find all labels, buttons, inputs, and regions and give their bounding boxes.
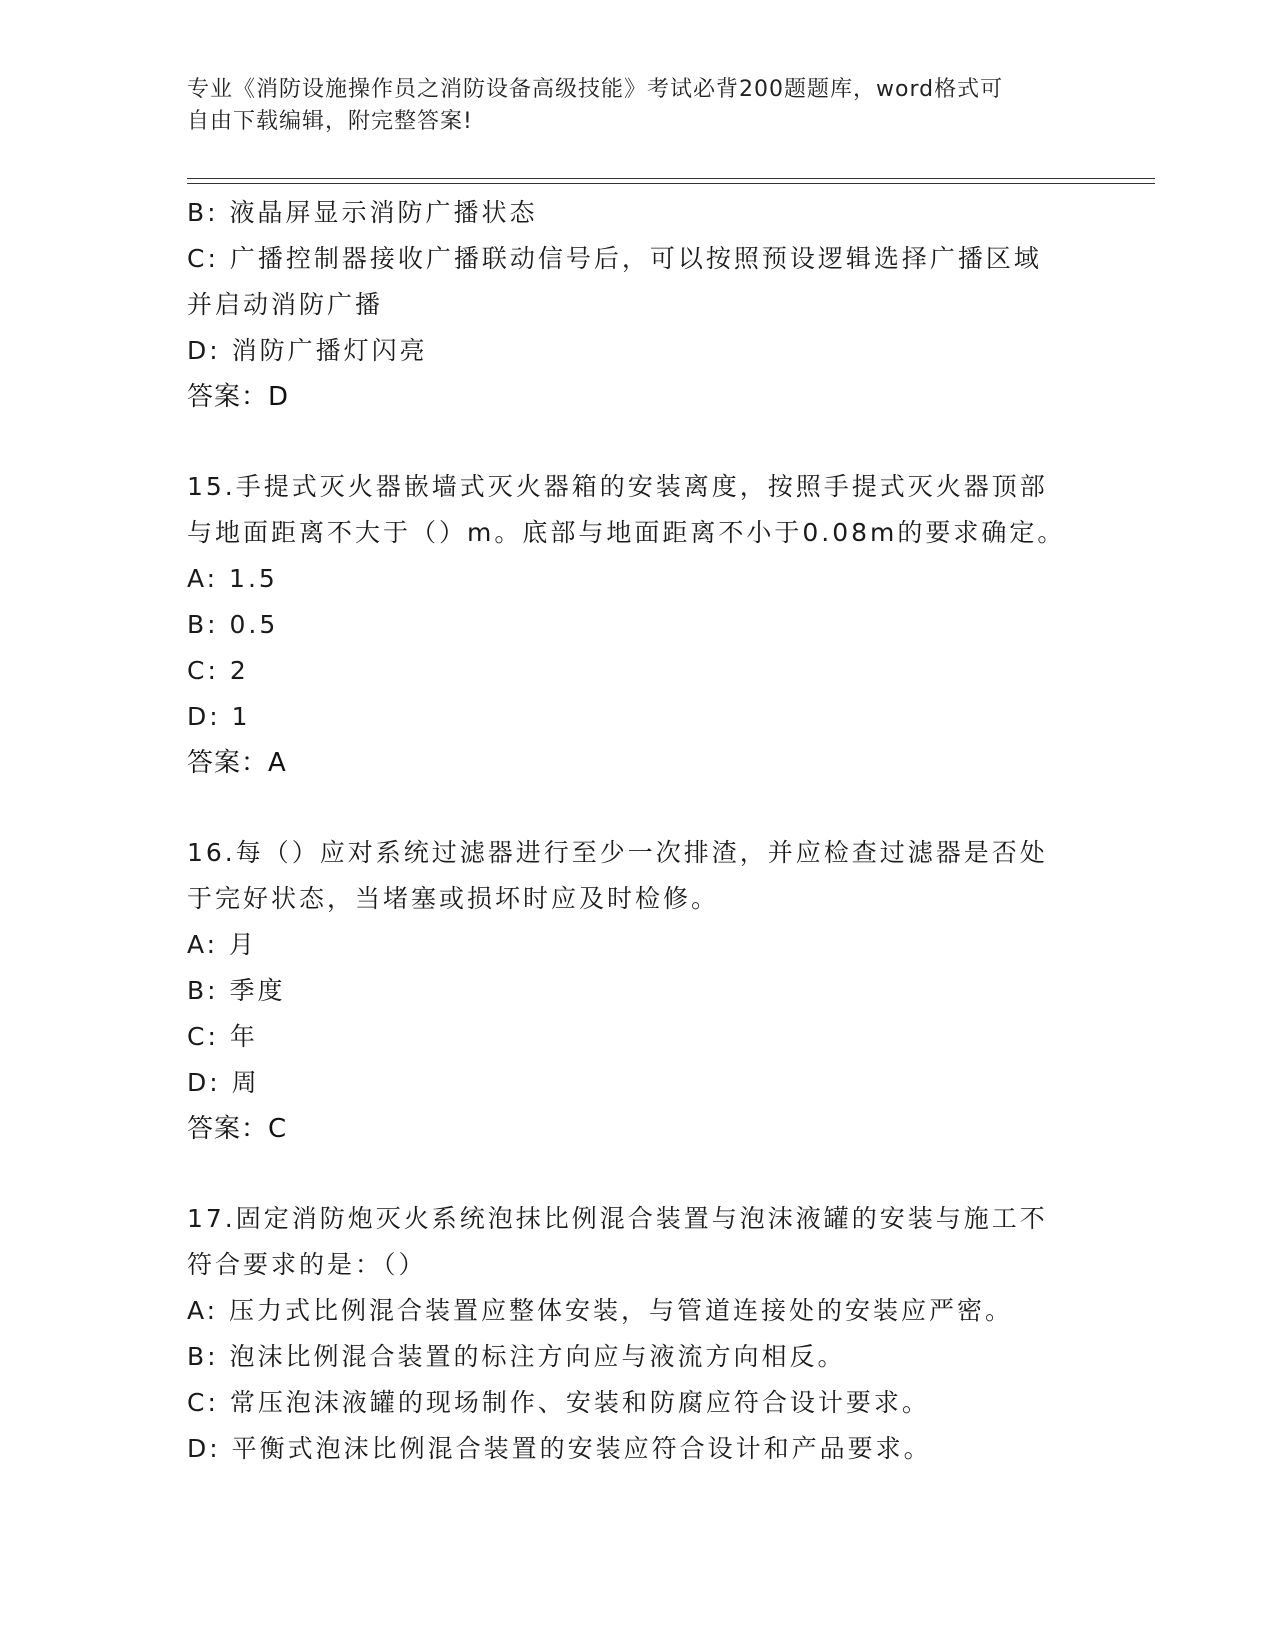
question-15-block (187, 464, 1067, 786)
answer: 答案：C (187, 1114, 288, 1144)
option-b: B: 季度 (187, 976, 286, 1005)
previous-question-block (187, 190, 1067, 420)
option-d: D: 平衡式泡沫比例混合装置的安装应符合设计和产品要求。 (187, 1434, 932, 1463)
question-17-block (187, 1196, 1067, 1472)
option-b: B: 0.5 (187, 610, 279, 639)
option-a: A: 月 (187, 930, 258, 959)
question-content (187, 190, 1067, 1472)
header-line-1: 专业《消防设施操作员之消防设备高级技能》考试必背200题题库，word格式可 (187, 77, 1004, 102)
option-b: B: 泡沫比例混合装置的标注方向应与液流方向相反。 (187, 1342, 846, 1371)
answer: 答案：D (187, 382, 290, 412)
question-stem-line-2: 与地面距离不大于（）m。底部与地面距离不小于0.08m的要求确定。 (187, 518, 1066, 547)
option-d: D: 1 (187, 702, 251, 731)
header-rule (187, 178, 1155, 184)
option-a: A: 压力式比例混合装置应整体安装，与管道连接处的安装应严密。 (187, 1296, 1014, 1325)
page-header (187, 74, 1067, 138)
option-a: A: 1.5 (187, 564, 278, 593)
question-stem-line-2: 符合要求的是：（） (187, 1250, 427, 1279)
question-stem-line-2: 于完好状态，当堵塞或损坏时应及时检修。 (187, 884, 720, 913)
option-d: D: 周 (187, 1068, 260, 1097)
question-16-block (187, 830, 1067, 1152)
option-b: B: 液晶屏显示消防广播状态 (187, 198, 538, 227)
option-c: C: 广播控制器接收广播联动信号后，可以按照预设逻辑选择广播区域 (187, 244, 1042, 273)
option-c: C: 2 (187, 656, 249, 685)
option-c: C: 常压泡沫液罐的现场制作、安装和防腐应符合设计要求。 (187, 1388, 930, 1417)
question-stem-line-1: 17.固定消防炮灭火系统泡抹比例混合装置与泡沫液罐的安装与施工不 (187, 1204, 1048, 1233)
question-stem-line-1: 16.每（）应对系统过滤器进行至少一次排渣，并应检查过滤器是否处 (187, 838, 1048, 867)
header-line-2: 自由下载编辑，附完整答案! (187, 109, 473, 134)
option-c: C: 年 (187, 1022, 258, 1051)
question-stem-line-1: 15.手提式灭火器嵌墙式灭火器箱的安装离度，按照手提式灭火器顶部 (187, 472, 1048, 501)
option-c-continued: 并启动消防广播 (187, 290, 384, 319)
option-d: D: 消防广播灯闪亮 (187, 336, 428, 365)
answer: 答案：A (187, 748, 287, 778)
